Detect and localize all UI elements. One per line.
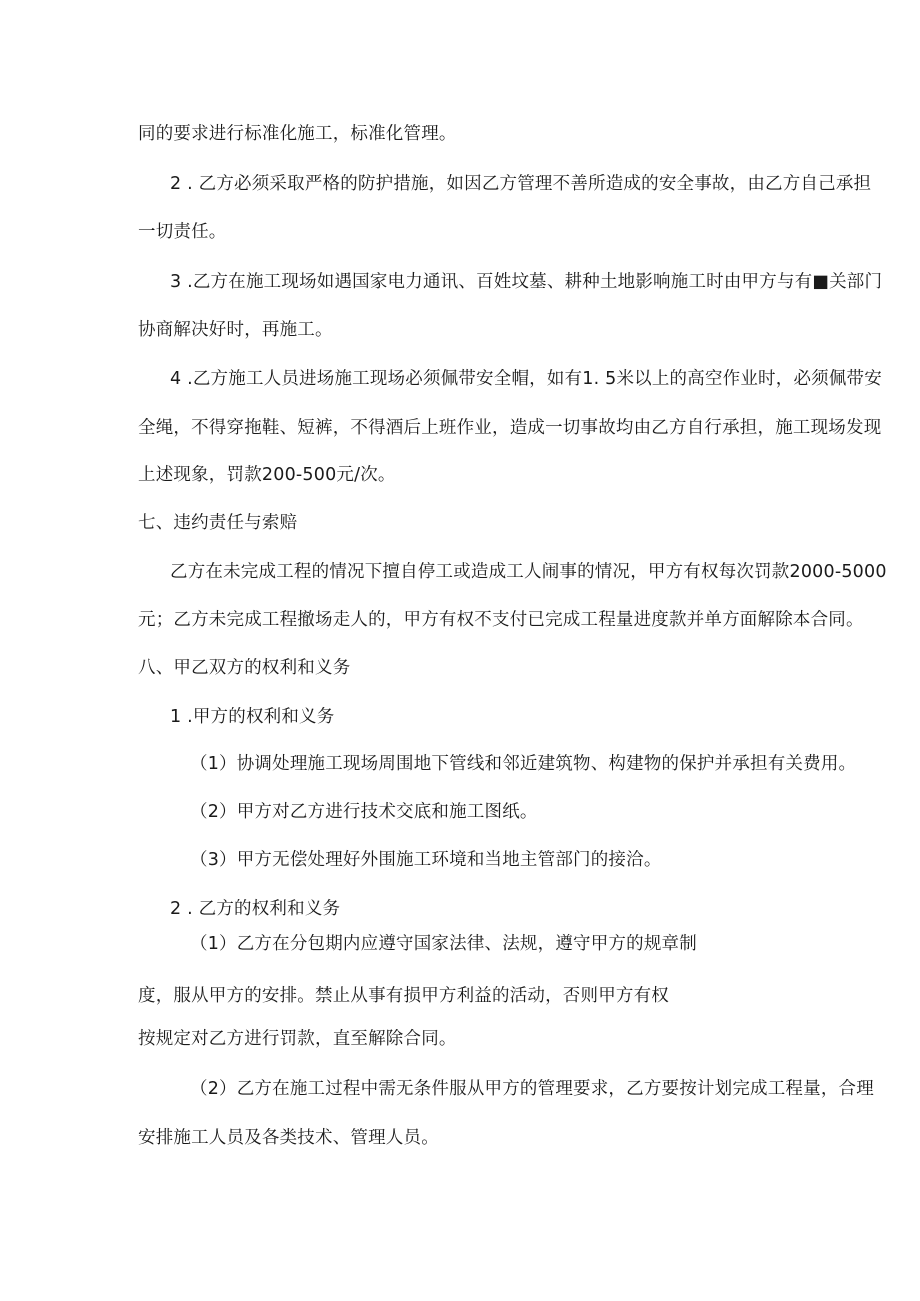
subsection-heading-2: 2 . 乙方的权利和义务 xyxy=(170,899,341,919)
section-7-line-1: 乙方在未完成工程的情况下擅自停工或造成工人闹事的情况，甲方有权每次罚款2000-5000 xyxy=(170,562,887,582)
section-7-line-2: 元；乙方未完成工程撤场走人的，甲方有权不支付已完成工程量进度款并单方面解除本合同。 xyxy=(138,610,864,630)
subsection-heading-1: 1 .甲方的权利和义务 xyxy=(170,707,335,727)
clause-2-line-1: 2 . 乙方必须采取严格的防护措施，如因乙方管理不善所造成的安全事故，由乙方自己承担 xyxy=(170,174,872,194)
section-heading-7: 七、违约责任与索赔 xyxy=(138,513,298,533)
clause-3-line-2: 协商解决好时，再施工。 xyxy=(138,320,333,340)
party-b-item-2-line-2: 安排施工人员及各类技术、管理人员。 xyxy=(138,1128,439,1148)
party-a-item-2: （2）甲方对乙方进行技术交底和施工图纸。 xyxy=(190,802,538,822)
section-heading-8: 八、甲乙双方的权利和义务 xyxy=(138,658,351,678)
clause-4-line-2: 全绳，不得穿拖鞋、短裤，不得酒后上班作业，造成一切事故均由乙方自行承担，施工现场发现 xyxy=(138,418,882,438)
party-a-item-1: （1）协调处理施工现场周围地下管线和邻近建筑物、构建物的保护并承担有关费用。 xyxy=(190,754,857,774)
party-b-item-2-line-1: （2）乙方在施工过程中需无条件服从甲方的管理要求，乙方要按计划完成工程量，合理 xyxy=(190,1079,874,1099)
party-b-item-1-line-3: 按规定对乙方进行罚款，直至解除合同。 xyxy=(138,1029,457,1049)
party-b-item-1-line-1: （1）乙方在分包期内应遵守国家法律、法规，遵守甲方的规章制 xyxy=(190,934,697,954)
clause-2-line-2: 一切责任。 xyxy=(138,222,227,242)
party-a-item-3: （3）甲方无偿处理好外围施工环境和当地主管部门的接洽。 xyxy=(190,850,662,870)
clause-4-line-3: 上述现象，罚款200-500元/次。 xyxy=(138,465,396,485)
party-b-item-1-line-2: 度，服从甲方的安排。禁止从事有损甲方利益的活动，否则甲方有权 xyxy=(138,986,669,1006)
clause-3-line-1: 3 .乙方在施工现场如遇国家电力通讯、百姓坟墓、耕种土地影响施工时由甲方与有■关部门 xyxy=(170,272,883,292)
clause-4-line-1: 4 .乙方施工人员进场施工现场必须佩带安全帽，如有1. 5米以上的高空作业时，必须佩带安 xyxy=(170,369,882,389)
text-line: 同的要求进行标准化施工，标准化管理。 xyxy=(138,124,457,144)
